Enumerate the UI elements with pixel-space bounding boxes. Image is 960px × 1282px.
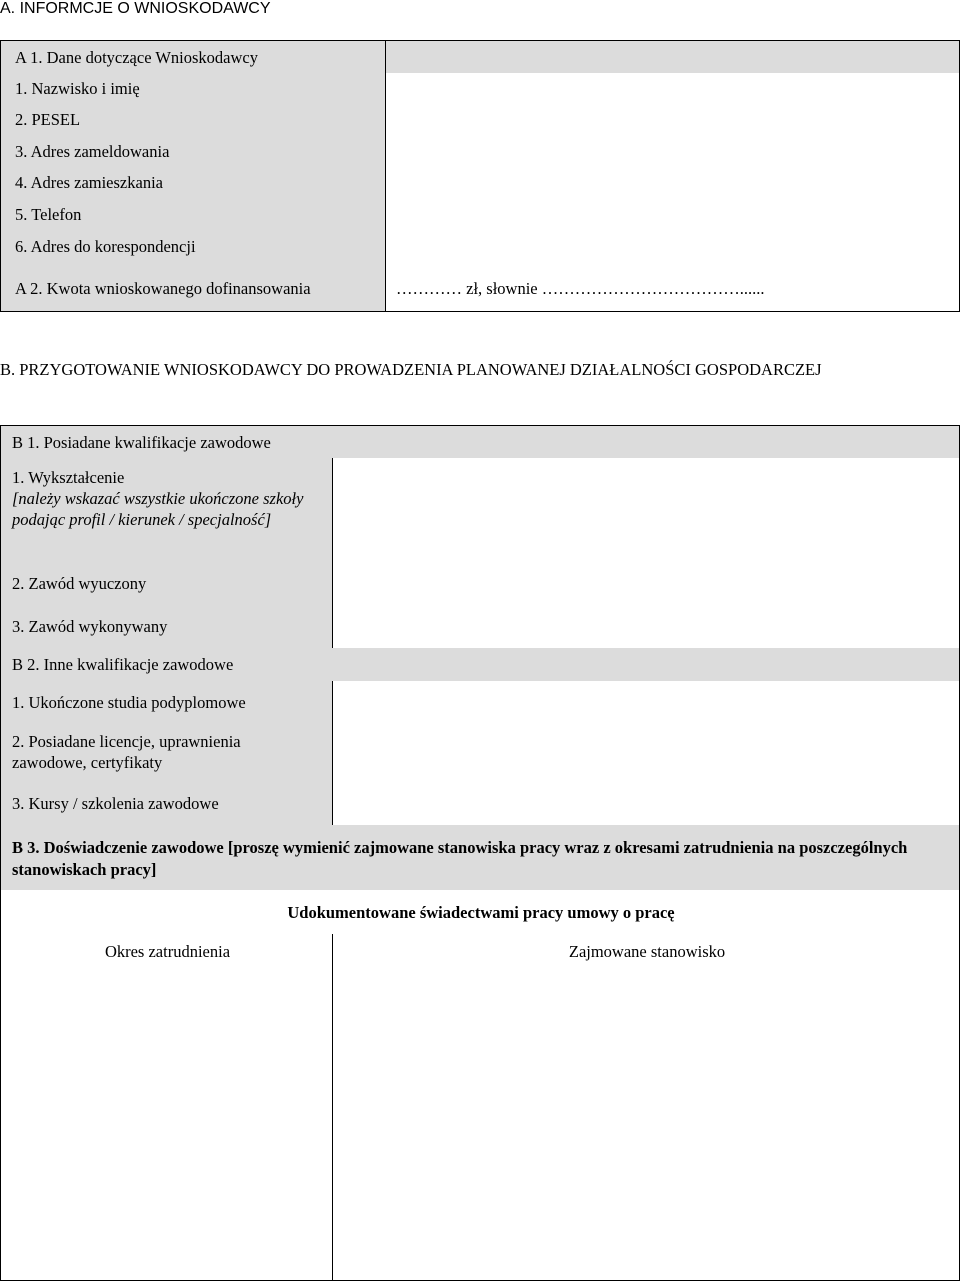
education-input[interactable] [332,458,960,562]
postgraduate-input[interactable] [332,681,960,724]
experience-period-input-4[interactable] [0,1102,333,1148]
b1-header-cell [0,425,960,459]
field-registered-address-cell [0,135,386,167]
field-correspondence-address-label: 6. Adres do korespondencji [15,237,196,256]
courses-cell [0,782,333,826]
a1-header-cell [0,40,386,74]
a1-header-right [385,40,960,74]
field-name-label: 1. Nazwisko i imię [15,79,140,98]
field-phone-cell [0,197,386,231]
b3-subheader: Udokumentowane świadectwami pracy umowy o pracę [287,903,675,922]
courses-input[interactable] [332,782,960,826]
b2-header-cell [0,648,960,682]
a1-header: A 1. Dane dotyczące Wnioskodawcy [15,48,258,67]
practiced-profession-cell [0,606,333,649]
field-registered-address-label: 3. Adres zameldowania [15,142,170,161]
field-registered-address-input[interactable] [385,135,960,167]
education-label: 1. Wykształcenie [12,468,125,487]
a2-amount-label: A 2. Kwota wnioskowanego dofinansowania [15,279,311,298]
field-residence-address-label: 4. Adres zamieszkania [15,173,163,192]
experience-position-input-5[interactable] [332,1147,960,1192]
experience-position-input-7[interactable] [332,1235,960,1281]
practiced-profession-input[interactable] [332,606,960,649]
learned-profession-cell [0,561,333,607]
section-b-title: B. PRZYGOTOWANIE WNIOSKODAWCY DO PROWADZENIA PLANOWANEJ DZIAŁALNOŚCI GOSPODARCZEJ [0,360,822,379]
field-residence-address-cell [0,166,386,198]
licenses-label: 2. Posiadane licencje, uprawnienia zawodowe, certyfikaty [12,732,241,772]
postgraduate-cell [0,681,333,724]
col-period-header-cell [0,934,333,972]
experience-period-input-6[interactable] [0,1191,333,1236]
licenses-input[interactable] [332,723,960,783]
experience-period-input-3[interactable] [0,1058,333,1103]
experience-position-input-4[interactable] [332,1102,960,1148]
licenses-cell [0,723,333,783]
field-name-cell [0,73,386,105]
col-position-header-cell [332,934,960,972]
field-pesel-cell [0,104,386,136]
field-name-input[interactable] [385,73,960,105]
experience-position-input-6[interactable] [332,1191,960,1236]
section-a-title: A. INFORMCJE O WNIOSKODAWCY [0,0,271,17]
education-cell [0,458,333,562]
experience-position-input-2[interactable] [332,1014,960,1059]
learned-profession-input[interactable] [332,561,960,607]
field-correspondence-address-input[interactable] [385,230,960,266]
field-residence-address-input[interactable] [385,166,960,198]
experience-period-input-2[interactable] [0,1014,333,1059]
b2-header: B 2. Inne kwalifikacje zawodowe [12,655,234,674]
courses-label: 3. Kursy / szkolenia zawodowe [12,794,219,813]
a2-amount-value: ………… zł, słownie ………………………………...... [396,279,765,298]
field-pesel-label: 2. PESEL [15,110,81,129]
experience-period-input-5[interactable] [0,1147,333,1192]
experience-position-input-3[interactable] [332,1058,960,1103]
field-phone-input[interactable] [385,197,960,231]
education-hint: [należy wskazać wszystkie ukończone szkoły podając profil / kierunek / specjalność] [12,489,304,529]
experience-period-input-7[interactable] [0,1235,333,1281]
learned-profession-label: 2. Zawód wyuczony [12,574,147,593]
practiced-profession-label: 3. Zawód wykonywany [12,617,168,636]
b3-subheader-cell [0,890,960,935]
field-phone-label: 5. Telefon [15,205,82,224]
postgraduate-label: 1. Ukończone studia podyplomowe [12,693,246,712]
a2-amount-cell[interactable] [385,265,960,312]
experience-period-input-1[interactable] [0,971,333,1015]
b3-header-cell [0,825,960,891]
field-pesel-input[interactable] [385,104,960,136]
b1-header: B 1. Posiadane kwalifikacje zawodowe [12,433,271,452]
b3-header: B 3. Doświadczenie zawodowe [proszę wymienić zajmowane stanowiska pracy wraz z okresami zatrudnienia na poszczególnych stanowiskach pracy] [12,838,908,879]
a2-amount-label-cell [0,265,386,312]
field-correspondence-address-cell [0,230,386,266]
col-position-header: Zajmowane stanowisko [568,942,726,961]
experience-position-input-1[interactable] [332,971,960,1015]
col-period-header: Okres zatrudnienia [104,942,231,961]
